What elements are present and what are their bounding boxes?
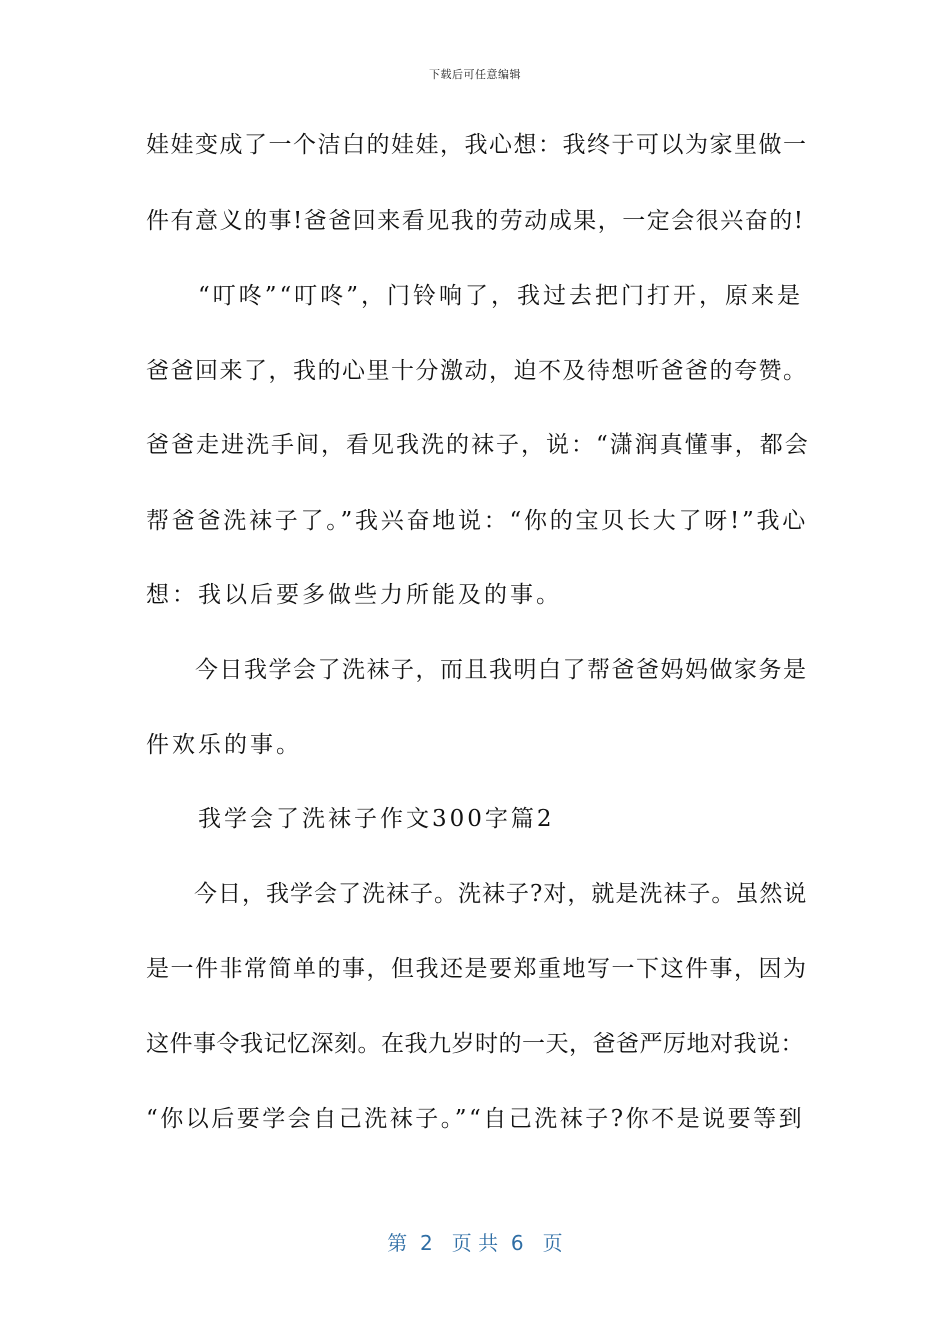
text-line-2: 件有意义的事!爸爸回来看见我的劳动成果，一定会很兴奋的!: [146, 208, 805, 234]
text-line-8: 今日我学会了洗袜子，而且我明白了帮爸爸妈妈做家务是: [146, 657, 808, 683]
text-line-11: 今日，我学会了洗袜子。洗袜子?对，就是洗袜子。虽然说: [146, 881, 808, 907]
text-line-9: 件欢乐的事。: [146, 732, 302, 758]
text-line-7: 想：我以后要多做些力所能及的事。: [146, 582, 562, 608]
text-line-3: “叮咚”“叮咚”，门铃响了，我过去把门打开，原来是: [146, 283, 804, 309]
text-line-4: 爸爸回来了，我的心里十分激动，迫不及待想听爸爸的夸赞。: [146, 358, 808, 384]
text-line-1: 娃娃变成了一个洁白的娃娃，我心想：我终于可以为家里做一: [146, 132, 808, 158]
text-line-6: 帮爸爸洗袜子了。”我兴奋地说：“你的宝贝长大了呀!”我心: [146, 508, 809, 534]
page-number-footer: 第 2 页 共 6 页: [387, 1231, 563, 1255]
text-line-5: 爸爸走进洗手间，看见我洗的袜子，说：“潇润真懂事，都会: [146, 432, 810, 458]
page-header: 下载后可任意编辑: [429, 68, 521, 81]
text-line-13: 这件事令我记忆深刻。在我九岁时的一天，爸爸严厉地对我说：: [146, 1031, 804, 1057]
text-line-12: 是一件非常简单的事，但我还是要郑重地写一下这件事，因为: [146, 956, 808, 982]
section-heading: 我学会了洗袜子作文300字篇2: [146, 806, 555, 832]
text-line-14: “你以后要学会自己洗袜子。”“自己洗袜子?你不是说要等到: [146, 1106, 805, 1132]
